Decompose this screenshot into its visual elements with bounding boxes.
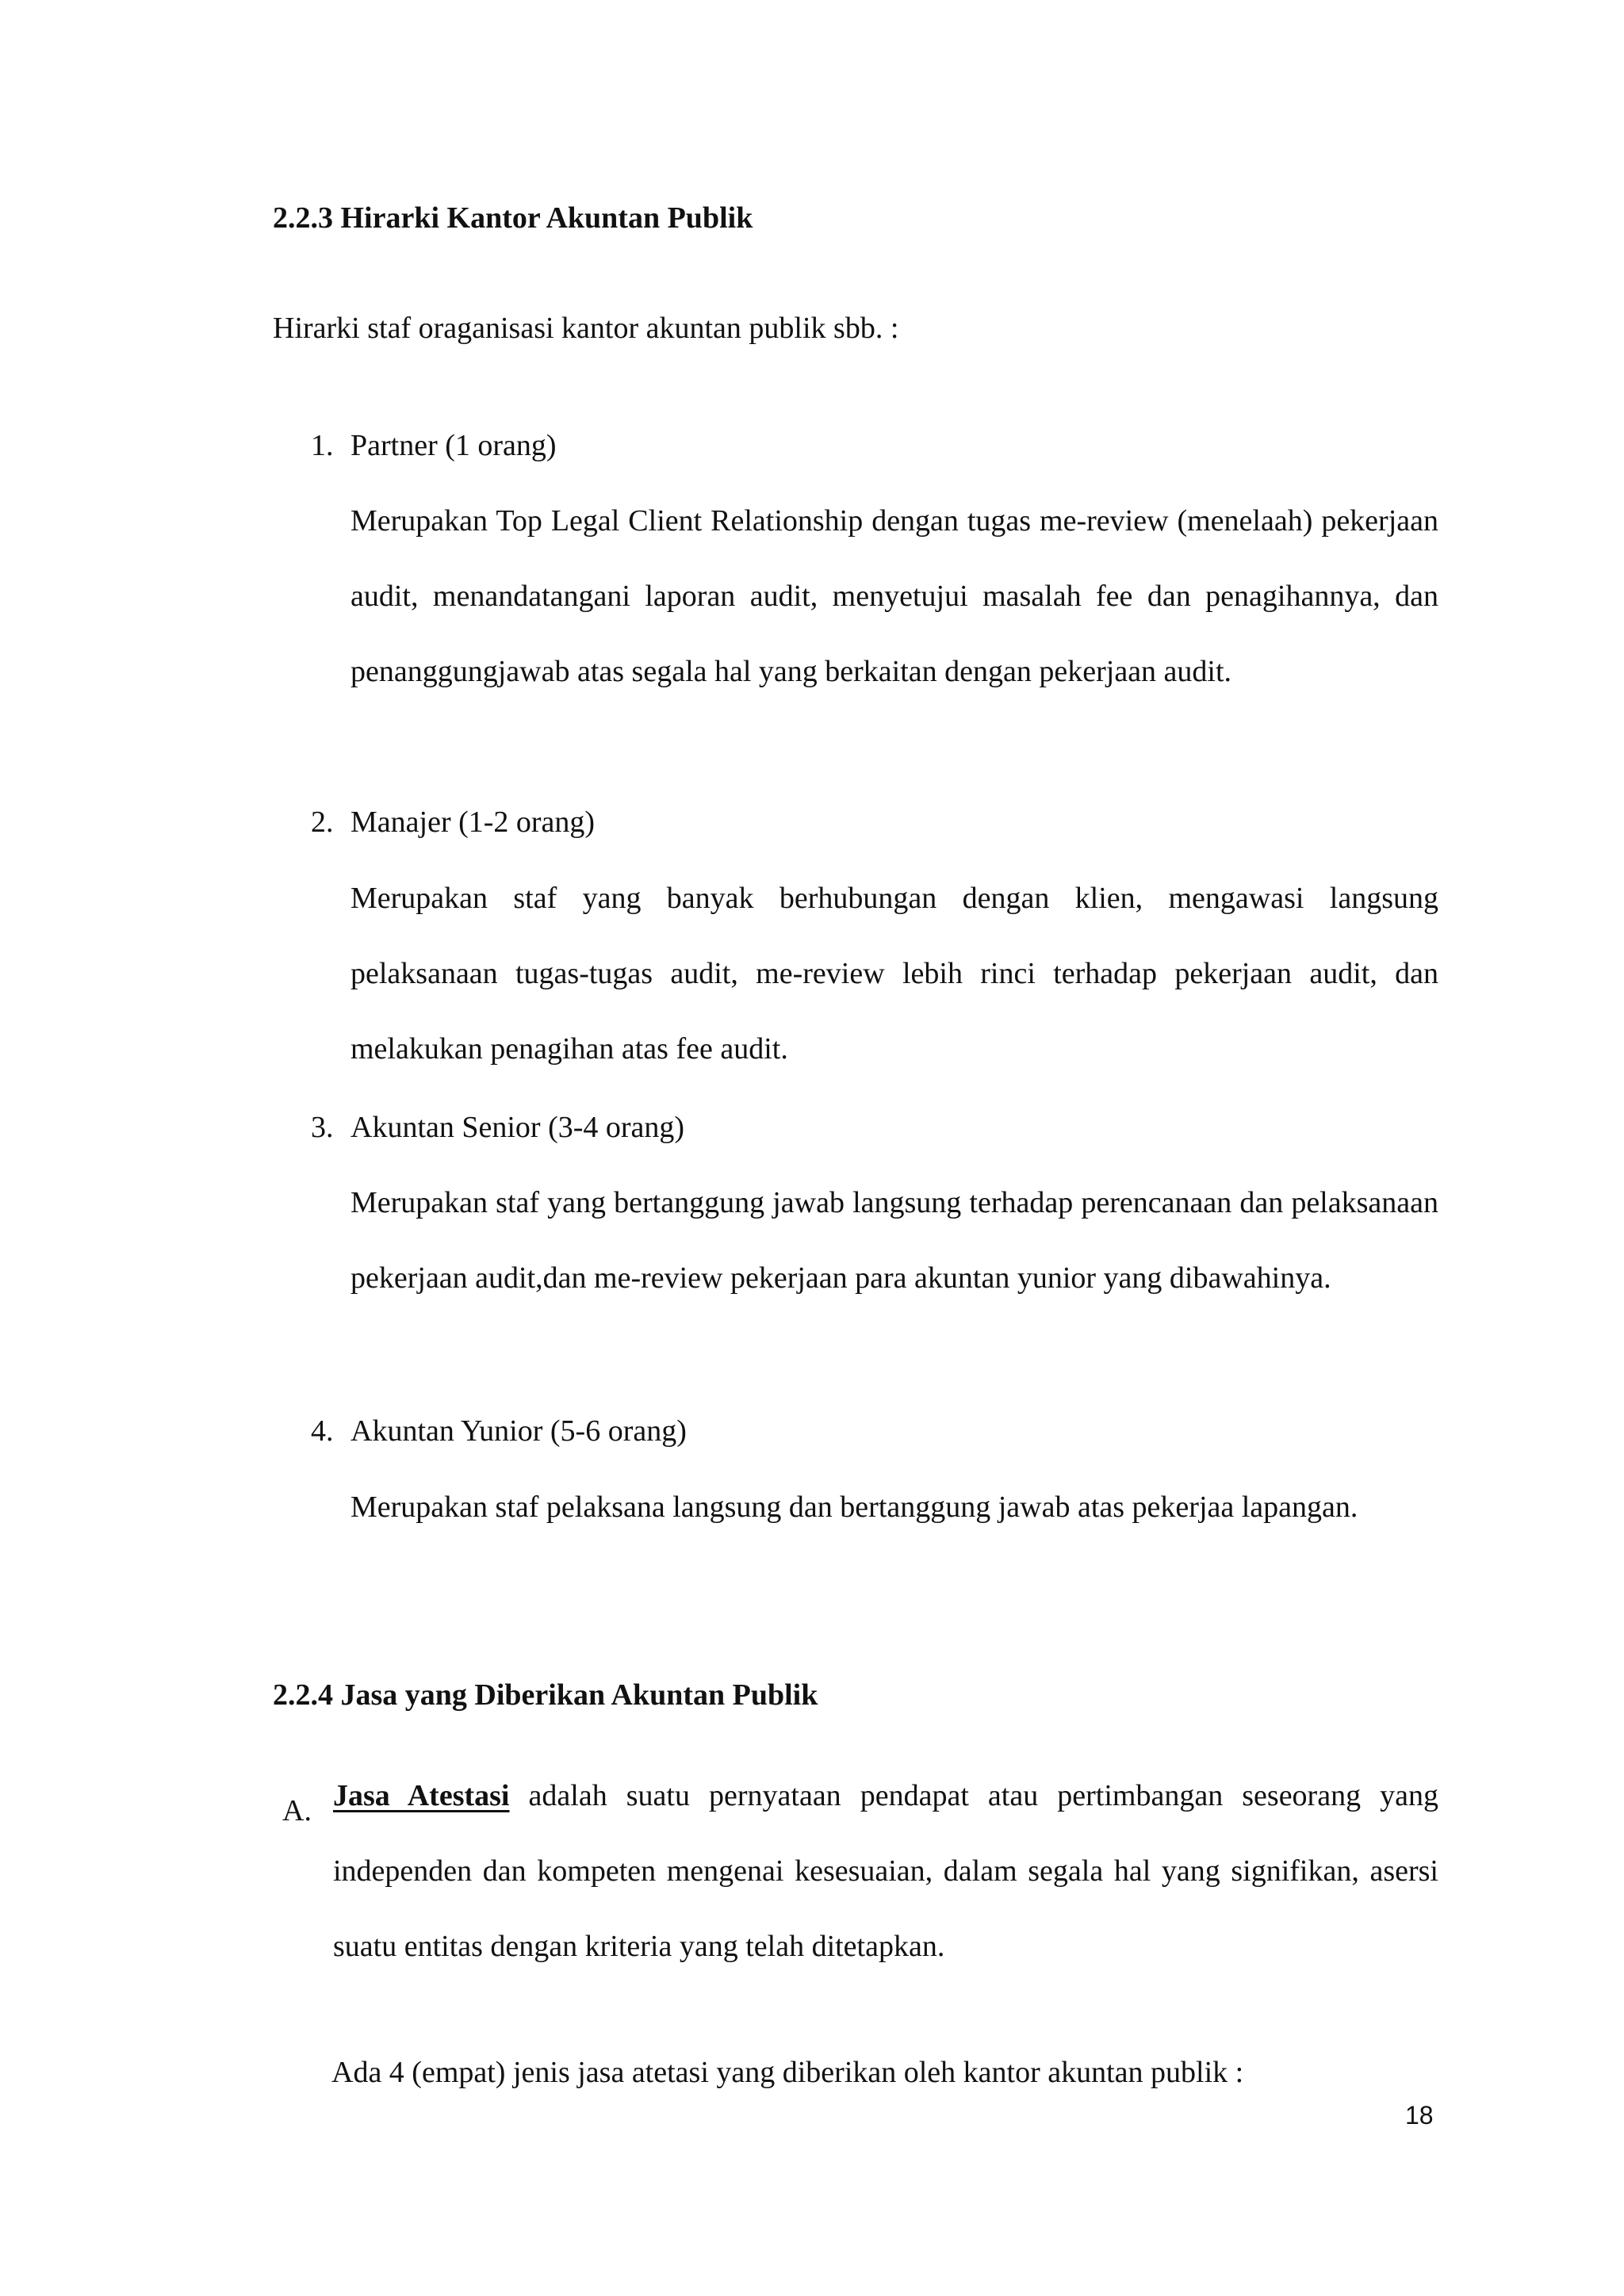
jasa-atestasi-paragraph bbox=[333, 1758, 1438, 1984]
list-item-title: Manajer (1-2 orang) bbox=[350, 806, 596, 839]
list-item-description: Merupakan staf pelaksana langsung dan bertanggung jawab atas pekerjaa lapangan. bbox=[350, 1490, 1358, 1524]
list-item-number: 3. bbox=[311, 1111, 334, 1144]
list-item-description: Merupakan staf yang banyak berhubungan dengan klien, mengawasi langsung pelaksanaan tugas-tugas audit, me-review lebih rinci terhadap pekerjaan audit, dan melakukan penagihan atas fee audit. bbox=[350, 882, 1438, 1066]
list-item-description: Merupakan staf yang bertanggung jawab langsung terhadap perencanaan dan pelaksanaan pekerjaan audit,dan me-review pekerjaan para akuntan yunior yang dibawahinya. bbox=[350, 1186, 1438, 1295]
section-heading-2-2-3: 2.2.3 Hirarki Kantor Akuntan Publik bbox=[273, 201, 753, 235]
list-item-number: 1. bbox=[311, 429, 334, 462]
list-item-number: 4. bbox=[311, 1414, 334, 1448]
jasa-atestasi-term: Jasa Atestasi bbox=[333, 1779, 510, 1812]
closing-sentence: Ada 4 (empat) jenis jasa atetasi yang diberikan oleh kantor akuntan publik : bbox=[331, 2056, 1244, 2089]
jasa-atestasi-description: adalah suatu pernyataan pendapat atau pertimbangan seseorang yang independen dan kompeten mengenai kesesuaian, dalam segala hal yang signifikan, asersi suatu entitas dengan kriteria yang telah ditetapkan. bbox=[333, 1779, 1438, 1963]
list-item-title: Akuntan Yunior (5-6 orang) bbox=[350, 1414, 687, 1448]
section-intro: Hirarki staf oraganisasi kantor akuntan publik sbb. : bbox=[273, 312, 899, 345]
section-heading-2-2-4: 2.2.4 Jasa yang Diberikan Akuntan Publik bbox=[273, 1678, 818, 1712]
page-number: 18 bbox=[1405, 2101, 1434, 2130]
list-item-description: Merupakan Top Legal Client Relationship dengan tugas me-review (menelaah) pekerjaan audit, menandatangani laporan audit, menyetujui masalah fee dan penagihannya, dan penanggungjawab atas segala hal yang berkaitan dengan pekerjaan audit. bbox=[350, 504, 1438, 688]
list-item-title: Partner (1 orang) bbox=[350, 429, 557, 462]
list-item-number: 2. bbox=[311, 806, 334, 839]
list-item-title: Akuntan Senior (3-4 orang) bbox=[350, 1111, 685, 1144]
list-item-letter: A. bbox=[282, 1794, 312, 1827]
